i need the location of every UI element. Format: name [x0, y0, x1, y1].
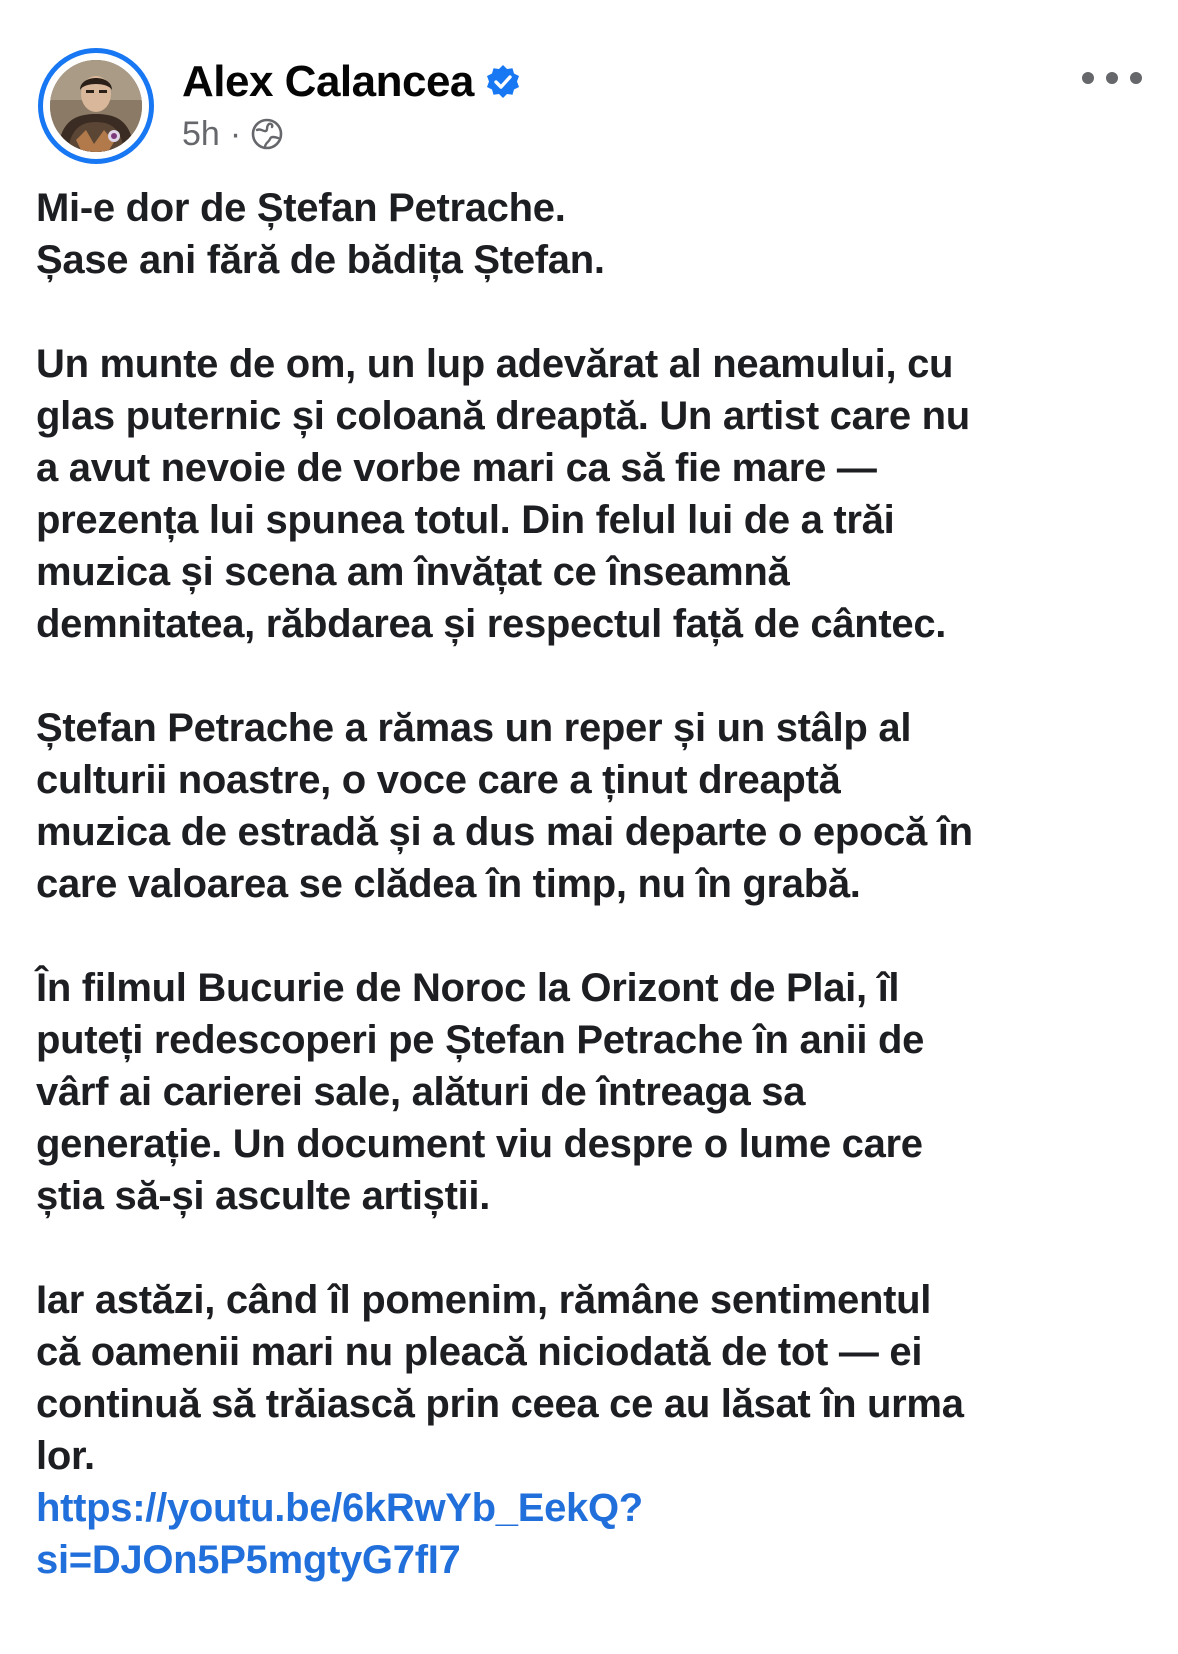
- profile-photo: [50, 60, 142, 152]
- text-line: puteți redescoperi pe Ștefan Petrache în anii de: [36, 1018, 925, 1062]
- more-dot: [1130, 72, 1142, 84]
- more-dot: [1106, 72, 1118, 84]
- text-line: că oamenii mari nu pleacă niciodată de tot — ei: [36, 1330, 923, 1374]
- youtube-link[interactable]: https://youtu.be/6kRwYb_EekQ?: [36, 1486, 643, 1530]
- text-line: continuă să trăiască prin ceea ce au lăsat în urma: [36, 1382, 964, 1426]
- text-line: Mi-e dor de Ștefan Petrache.: [36, 186, 566, 230]
- text-line: Ștefan Petrache a rămas un reper și un stâlp al: [36, 706, 912, 750]
- text-line: știa să-și asculte artiștii.: [36, 1174, 491, 1218]
- globe-icon[interactable]: [251, 118, 283, 150]
- timestamp[interactable]: 5h: [182, 114, 220, 153]
- text-line: Iar astăzi, când îl pomenim, rămâne sentimentul: [36, 1278, 932, 1322]
- verified-badge-icon: [484, 63, 522, 101]
- text-line: prezența lui spunea totul. Din felul lui de a trăi: [36, 498, 895, 542]
- more-dot: [1082, 72, 1094, 84]
- paragraph: [36, 962, 1146, 1222]
- paragraph: [36, 702, 1146, 910]
- more-options-icon[interactable]: [1082, 66, 1142, 90]
- text-line: culturii noastre, o voce care a ținut dreaptă: [36, 758, 841, 802]
- youtube-link-continued[interactable]: si=DJOn5P5mgtyG7fI7: [36, 1538, 461, 1582]
- text-line: care valoarea se clădea în timp, nu în grabă.: [36, 862, 861, 906]
- text-line: Un munte de om, un lup adevărat al neamului, cu: [36, 342, 954, 386]
- text-line: muzica și scena am învățat ce înseamnă: [36, 550, 790, 594]
- post-header: [38, 48, 1138, 168]
- text-line: Șase ani fără de bădița Ștefan.: [36, 238, 605, 282]
- text-line: a avut nevoie de vorbe mari ca să fie mare —: [36, 446, 877, 490]
- text-line: glas puternic și coloană dreaptă. Un artist care nu: [36, 394, 970, 438]
- text-line: lor.: [36, 1434, 95, 1478]
- text-line: vârf ai carierei sale, alături de întreaga sa: [36, 1070, 806, 1114]
- post-meta: [182, 114, 283, 154]
- text-line: muzica de estradă și a dus mai departe o epocă în: [36, 810, 973, 854]
- text-line: generație. Un document viu despre o lume care: [36, 1122, 923, 1166]
- author-row: [182, 54, 522, 110]
- paragraph: [36, 182, 1146, 286]
- text-line: demnitatea, răbdarea și respectul față de cântec.: [36, 602, 947, 646]
- post-text: [36, 182, 1146, 1586]
- avatar[interactable]: [38, 48, 154, 164]
- meta-separator: ·: [229, 114, 242, 153]
- paragraph: [36, 338, 1146, 650]
- profile-photo-graphic: [50, 60, 142, 152]
- text-line: În filmul Bucurie de Noroc la Orizont de Plai, îl: [36, 966, 900, 1010]
- author-name[interactable]: Alex Calancea: [182, 57, 474, 106]
- paragraph: [36, 1274, 1146, 1482]
